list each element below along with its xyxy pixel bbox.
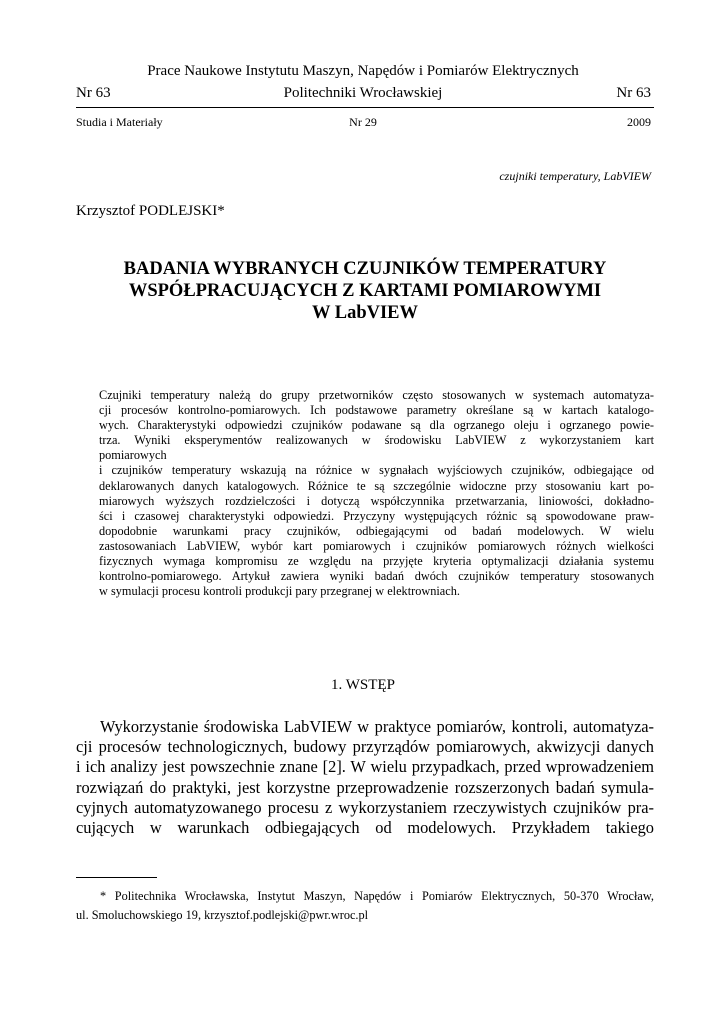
footnote (76, 887, 654, 924)
footnote-line: ul. Smoluchowskiego 19, krzysztof.podlejski@pwr.wroc.pl (76, 907, 369, 922)
keywords: czujniki temperatury, LabVIEW (499, 169, 651, 183)
body-line: cji procesów technologicznych, budowy przyrządów pomiarowych, akwizycji danych (76, 737, 654, 757)
abstract-line: wych. Charakterystyki odpowiedzi czujników podawane są dla ogrzanego oleju i ogrzanego powie- (99, 418, 654, 433)
abstract-line: pomiarowych (99, 448, 167, 463)
title-line: W LabVIEW (311, 303, 419, 323)
issue-number-right: Nr 63 (616, 85, 651, 101)
journal-title-line1: Prace Naukowe Instytutu Maszyn, Napędów i Pomiarów Elektrycznych (147, 63, 579, 79)
issue-number-left: Nr 63 (76, 85, 111, 101)
body-line: cujących w warunkach odbiegających od modelowych. Przykładem takiego (76, 817, 654, 837)
section-heading: 1. WSTĘP (331, 677, 395, 693)
body-text (76, 717, 654, 838)
body-line: Wykorzystanie środowiska LabVIEW w praktyce pomiarów, kontroli, automatyza- (100, 717, 654, 736)
footnote-rule (76, 877, 157, 878)
title-line: WSPÓŁPRACUJĄCYCH Z KARTAMI POMIAROWYMI (128, 281, 602, 301)
abstract-line: deklarowanych danych katalogowych. Różnice te są szczególnie widoczne przy stosowaniu kart po- (99, 478, 654, 493)
body-line: i ich analizy jest powszechnie znane [2]. W wielu przypadkach, przed wprowadzeniem (76, 757, 654, 777)
abstract-line: cji procesów kontrolno-pomiarowych. Ich podstawowe parametry określane są w kartach katalogo- (99, 403, 654, 418)
footnote-line: * Politechnika Wrocławska, Instytut Maszyn, Napędów i Pomiarów Elektrycznych, 50-370 Wrocław, (100, 889, 654, 903)
abstract-line: ści i czasowej charakterystyki odpowiedzi. Przyczyny występujących różnic są spowodowane praw- (99, 508, 654, 523)
journal-title-line2: Politechniki Wrocławskiej (283, 85, 443, 101)
body-line: rozwiązań do praktyki, jest korzystne przeprowadzenie rozszerzonych badań symula- (76, 777, 654, 797)
abstract-line: kontrolno-pomiarowego. Artykuł zawiera wyniki badań dwóch czujników temperatury stosowanych (99, 569, 654, 584)
publication-year: 2009 (627, 115, 651, 129)
abstract-line: Czujniki temperatury należą do grupy przetworników często stosowanych w systemach automatyza- (99, 388, 654, 402)
abstract-line: i czujników temperatury wskazują na różnice w sygnałach wyjściowych czujników, odbiegające od (99, 463, 654, 478)
abstract-line: trza. Wyniki eksperymentów realizowanych w środowisku LabVIEW z wykorzystaniem kart (99, 433, 654, 448)
abstract-line: zastosowaniach LabVIEW, wybór kart pomiarowych i czujników pomiarowych różnych wielkości (99, 538, 654, 553)
title-line: BADANIA WYBRANYCH CZUJNIKÓW TEMPERATURY (123, 259, 607, 279)
abstract-line: dopodobnie warunkami pracy czujników, odbiegającymi od badań modelowych. W wielu (99, 523, 654, 538)
abstract-line: w symulacji procesu kontroli produkcji pary przegranej w elektrowniach. (99, 584, 460, 599)
header-rule (76, 107, 654, 108)
body-line: cyjnych automatyzowanego procesu z wykorzystaniem rzeczywistych czujników pra- (76, 797, 654, 817)
abstract-line: fizycznych wymaga kompromisu ze względu na przyjęte kryteria optymalizacji działania systemu (99, 554, 654, 569)
author-name: Krzysztof PODLEJSKI* (76, 203, 225, 219)
series-number: Nr 29 (349, 115, 377, 129)
abstract (99, 388, 654, 599)
abstract-line: miarowych wyższych rozdzielczości i dotyczą współczynnika przetwarzania, liniowości, dokładno- (99, 493, 654, 508)
series-name: Studia i Materiały (76, 115, 163, 129)
paper-title (76, 258, 654, 324)
